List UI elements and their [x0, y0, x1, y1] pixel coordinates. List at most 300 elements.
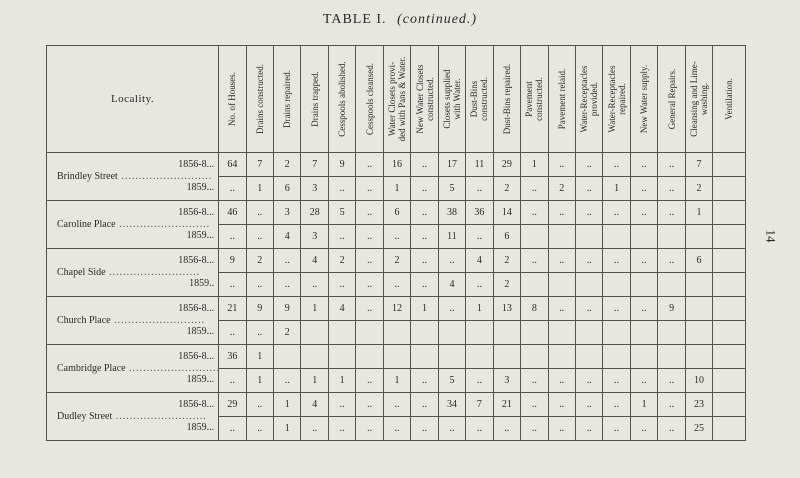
table-cell: 16 [383, 153, 410, 177]
column-header-label: Drains constructed. [254, 64, 265, 134]
table-cell: .. [411, 369, 438, 393]
table-cell: .. [466, 273, 493, 297]
table-cell: 1 [246, 369, 273, 393]
period-label: 1856-8... [178, 399, 215, 410]
table-cell: 1 [521, 153, 548, 177]
table-cell: 8 [521, 297, 548, 321]
table-cell: 1 [274, 417, 301, 441]
table-cell [685, 321, 712, 345]
table-cell: .. [630, 177, 657, 201]
table-cell: .. [356, 201, 383, 225]
dot-leader: .......................... [105, 267, 201, 278]
table-cell [713, 153, 746, 177]
table-cell [328, 345, 355, 369]
table-cell [685, 273, 712, 297]
period-label: 1859... [186, 182, 215, 193]
table-cell: .. [328, 225, 355, 249]
table-cell [713, 201, 746, 225]
table-cell: .. [603, 249, 630, 273]
column-header [658, 46, 685, 153]
table-cell: .. [356, 177, 383, 201]
table-cell: 2 [274, 321, 301, 345]
locality-name-text: Brindley Street [57, 171, 118, 182]
table-cell: .. [548, 153, 575, 177]
table-cell [713, 249, 746, 273]
table-body [47, 153, 746, 441]
table-cell: .. [383, 225, 410, 249]
table-cell: .. [246, 273, 273, 297]
table-cell [548, 345, 575, 369]
locality-name [57, 411, 207, 422]
column-header [576, 46, 603, 153]
table-cell: .. [466, 369, 493, 393]
column-header-label: Drains trapped. [309, 71, 320, 127]
table-cell: .. [328, 417, 355, 441]
dot-leader: .......................... [110, 315, 206, 326]
table-cell: .. [301, 417, 328, 441]
table-cell: 1 [301, 369, 328, 393]
table-cell: .. [658, 249, 685, 273]
table-cell: 6 [383, 201, 410, 225]
table-cell: 1 [411, 297, 438, 321]
table-cell: 4 [301, 249, 328, 273]
table-cell [603, 225, 630, 249]
table-cell: .. [630, 249, 657, 273]
table-cell [685, 345, 712, 369]
table-cell: 1 [246, 177, 273, 201]
table-cell: .. [246, 393, 273, 417]
table-cell: .. [246, 225, 273, 249]
table-cell: .. [630, 201, 657, 225]
table-cell: .. [548, 369, 575, 393]
table-cell: .. [383, 273, 410, 297]
table-cell [658, 345, 685, 369]
table-cell: .. [274, 249, 301, 273]
table-cell: 7 [466, 393, 493, 417]
table-cell: 3 [301, 177, 328, 201]
table-cell: .. [603, 369, 630, 393]
column-header-label: Cleansing and Lime- washing. [689, 61, 710, 137]
table-cell [576, 273, 603, 297]
table-cell: .. [521, 249, 548, 273]
table-cell: 2 [246, 249, 273, 273]
table-cell [603, 273, 630, 297]
table-cell: .. [356, 417, 383, 441]
table-row [47, 201, 746, 225]
locality-name-text: Church Place [57, 315, 111, 326]
table-cell [713, 225, 746, 249]
table-cell [713, 297, 746, 321]
table-cell: 64 [219, 153, 246, 177]
column-header-label: New Water supply. [639, 64, 650, 134]
table-cell: 6 [685, 249, 712, 273]
table-cell: 5 [438, 369, 465, 393]
locality-name-text: Dudley Street [57, 411, 113, 422]
period-label: 1856-8... [178, 159, 215, 170]
table-cell: .. [219, 225, 246, 249]
column-header [219, 46, 246, 153]
table-cell [521, 273, 548, 297]
table-cell: 9 [219, 249, 246, 273]
table-cell: .. [411, 153, 438, 177]
table-cell: 1 [328, 369, 355, 393]
table-cell: .. [658, 417, 685, 441]
table-cell: 7 [301, 153, 328, 177]
table-cell: .. [219, 273, 246, 297]
table-cell: .. [411, 393, 438, 417]
table-cell: 10 [685, 369, 712, 393]
table-cell: .. [603, 297, 630, 321]
table-cell: .. [466, 417, 493, 441]
table-cell [603, 321, 630, 345]
table-cell [630, 345, 657, 369]
table-cell [493, 321, 520, 345]
table-cell: 2 [548, 177, 575, 201]
table-cell [301, 321, 328, 345]
table-cell: .. [521, 369, 548, 393]
table-cell: .. [438, 297, 465, 321]
table-cell: 4 [466, 249, 493, 273]
table-cell: 1 [383, 177, 410, 201]
table-cell: 38 [438, 201, 465, 225]
table-cell: .. [411, 225, 438, 249]
column-header-label: Pavement constructed. [524, 77, 545, 121]
table-cell: 1 [603, 177, 630, 201]
table-cell: .. [630, 153, 657, 177]
table-cell: 21 [493, 393, 520, 417]
period-label: 1859.. [189, 278, 215, 289]
table-cell: .. [356, 369, 383, 393]
table-cell [383, 345, 410, 369]
table-cell: .. [576, 297, 603, 321]
table-cell: 1 [383, 369, 410, 393]
table-cell: 17 [438, 153, 465, 177]
column-header-label: Drains repaired. [282, 70, 293, 128]
table-cell: 6 [274, 177, 301, 201]
table-cell: 9 [658, 297, 685, 321]
table-row [47, 345, 746, 369]
table-cell: .. [356, 393, 383, 417]
table-cell: 11 [466, 153, 493, 177]
table-cell: 14 [493, 201, 520, 225]
table-cell: 6 [493, 225, 520, 249]
locality-cell [47, 153, 219, 201]
locality-name-text: Chapel Side [57, 267, 106, 278]
table-cell: .. [328, 273, 355, 297]
period-label: 1856-8... [178, 303, 215, 314]
table-title [0, 12, 800, 28]
table-cell: .. [274, 369, 301, 393]
table-cell [713, 417, 746, 441]
table-cell: 2 [274, 153, 301, 177]
table-cell: .. [658, 393, 685, 417]
table-cell [493, 345, 520, 369]
table-cell: 28 [301, 201, 328, 225]
table-cell: .. [576, 177, 603, 201]
column-header-label: Water Closets provi- ded with Pans & Water. [387, 56, 408, 142]
table-cell: .. [328, 393, 355, 417]
table-cell [466, 321, 493, 345]
table-cell: .. [246, 321, 273, 345]
table-cell: .. [603, 153, 630, 177]
table-cell: .. [576, 201, 603, 225]
table-cell [685, 225, 712, 249]
table-cell: .. [521, 177, 548, 201]
column-header [246, 46, 273, 153]
column-header [411, 46, 438, 153]
period-label: 1859... [186, 374, 215, 385]
column-header-label: Closets supplied with Water. [441, 69, 462, 129]
table-cell [630, 273, 657, 297]
table-cell [713, 369, 746, 393]
table-cell: 11 [438, 225, 465, 249]
table-cell: .. [356, 249, 383, 273]
table-cell: 36 [466, 201, 493, 225]
locality-name [57, 315, 205, 326]
table-cell [713, 321, 746, 345]
table-cell [438, 345, 465, 369]
table-cell: .. [521, 393, 548, 417]
table-cell: .. [603, 201, 630, 225]
table-cell: 2 [493, 273, 520, 297]
column-header [274, 46, 301, 153]
table-cell: .. [301, 273, 328, 297]
table-cell: 1 [685, 201, 712, 225]
column-header-label: Dust-Bins constructed. [469, 77, 490, 121]
table-cell: 34 [438, 393, 465, 417]
table-cell: .. [548, 393, 575, 417]
table-row [47, 297, 746, 321]
column-header [466, 46, 493, 153]
table-cell [658, 225, 685, 249]
table-cell: 4 [301, 393, 328, 417]
table-cell: .. [246, 201, 273, 225]
column-header-label: Ventilation. [724, 78, 735, 120]
table-cell: 7 [246, 153, 273, 177]
table-cell: 2 [493, 249, 520, 273]
table-cell [713, 345, 746, 369]
table-cell: .. [576, 153, 603, 177]
table-cell: .. [356, 153, 383, 177]
table-cell: 5 [438, 177, 465, 201]
column-header [685, 46, 712, 153]
locality-header: Locality. [47, 46, 219, 153]
table-cell: 29 [219, 393, 246, 417]
table-cell: 29 [493, 153, 520, 177]
table-cell: .. [548, 249, 575, 273]
table-cell: .. [603, 417, 630, 441]
dot-leader: .......................... [115, 219, 211, 230]
table-cell: .. [246, 417, 273, 441]
table-cell [274, 345, 301, 369]
table-row [47, 393, 746, 417]
table-cell: .. [576, 417, 603, 441]
column-header-label: Cesspools cleansed. [364, 63, 375, 135]
column-header [328, 46, 355, 153]
period-label: 1856-8... [178, 255, 215, 266]
column-header-label: Cesspools abolished. [337, 61, 348, 137]
table-cell: 46 [219, 201, 246, 225]
period-label: 1856-8... [178, 207, 215, 218]
table-cell: 3 [274, 201, 301, 225]
table-cell: .. [356, 225, 383, 249]
table-cell: .. [630, 417, 657, 441]
table-cell: .. [466, 225, 493, 249]
table-cell [411, 321, 438, 345]
table-cell [356, 345, 383, 369]
column-header-label: No. of Houses. [227, 72, 238, 126]
table-cell: .. [274, 273, 301, 297]
table-cell: .. [219, 321, 246, 345]
locality-cell [47, 297, 219, 345]
table-cell: .. [521, 201, 548, 225]
period-label: 1856-8... [178, 351, 215, 362]
table-cell: 2 [685, 177, 712, 201]
table-cell: .. [466, 177, 493, 201]
table-cell: 4 [328, 297, 355, 321]
table-cell: 1 [274, 393, 301, 417]
table-cell: .. [576, 369, 603, 393]
table-cell: .. [383, 393, 410, 417]
table-cell: .. [658, 153, 685, 177]
column-header [630, 46, 657, 153]
table-cell: 3 [301, 225, 328, 249]
locality-name-text: Caroline Place [57, 219, 116, 230]
table-cell: .. [630, 369, 657, 393]
table-cell [466, 345, 493, 369]
column-header-label: Pavement relaid. [556, 68, 567, 130]
table-cell: 4 [438, 273, 465, 297]
page-number: 14 [763, 229, 779, 243]
table-cell [630, 225, 657, 249]
locality-cell [47, 393, 219, 441]
column-header-label: Dust-Bins repaired. [501, 63, 512, 135]
table-cell: .. [576, 393, 603, 417]
period-label: 1859... [186, 230, 215, 241]
table-cell: .. [411, 201, 438, 225]
table-cell [603, 345, 630, 369]
locality-name [57, 171, 212, 182]
table-cell [713, 273, 746, 297]
table-cell: .. [603, 393, 630, 417]
table-cell [713, 393, 746, 417]
table-cell: .. [411, 417, 438, 441]
column-header [356, 46, 383, 153]
table-cell [521, 225, 548, 249]
table-cell: 9 [246, 297, 273, 321]
table-cell [301, 345, 328, 369]
table-row [47, 249, 746, 273]
table-cell [576, 345, 603, 369]
table-cell [548, 225, 575, 249]
dot-leader: .......................... [112, 411, 207, 422]
table-cell [658, 321, 685, 345]
table-cell: 1 [466, 297, 493, 321]
period-label: 1859... [186, 326, 215, 337]
table-cell [713, 177, 746, 201]
locality-cell [47, 345, 219, 393]
table-cell: .. [548, 417, 575, 441]
column-header [438, 46, 465, 153]
column-header [603, 46, 630, 153]
table-cell: .. [383, 417, 410, 441]
column-header [493, 46, 520, 153]
table-cell [685, 297, 712, 321]
dot-leader: .......................... [125, 363, 221, 374]
sanitary-works-table [46, 45, 746, 441]
locality-cell [47, 249, 219, 297]
table-cell: .. [658, 369, 685, 393]
table-cell: .. [411, 273, 438, 297]
column-header [301, 46, 328, 153]
table-cell [576, 321, 603, 345]
table-cell: 21 [219, 297, 246, 321]
table-cell: 2 [383, 249, 410, 273]
column-header-label: New Water Closets constructed. [414, 64, 435, 134]
column-header-label: General Repairs. [666, 68, 677, 130]
dot-leader: .......................... [117, 171, 213, 182]
table-cell: 25 [685, 417, 712, 441]
table-cell: 9 [328, 153, 355, 177]
table-cell [548, 273, 575, 297]
table-cell: .. [576, 249, 603, 273]
table-cell [548, 321, 575, 345]
table-cell: 1 [246, 345, 273, 369]
table-cell: .. [548, 297, 575, 321]
table-cell: .. [219, 369, 246, 393]
table-cell: 9 [274, 297, 301, 321]
table-cell: .. [493, 417, 520, 441]
table-title-text: TABLE I. [322, 12, 387, 27]
table-cell: .. [630, 297, 657, 321]
table-cell [356, 321, 383, 345]
table-cell: 23 [685, 393, 712, 417]
table-cell: 36 [219, 345, 246, 369]
table-cell: 13 [493, 297, 520, 321]
locality-name [57, 363, 220, 374]
table-cell [521, 345, 548, 369]
table-cell: .. [658, 177, 685, 201]
table-cell: .. [438, 417, 465, 441]
table-cell: .. [658, 201, 685, 225]
table-cell: .. [438, 249, 465, 273]
table-cell [383, 321, 410, 345]
locality-cell [47, 201, 219, 249]
table-cell: 3 [493, 369, 520, 393]
column-header [383, 46, 410, 153]
table-cell: 7 [685, 153, 712, 177]
table-cell: 1 [630, 393, 657, 417]
table-cell [411, 345, 438, 369]
table-cell [328, 321, 355, 345]
column-header-label: Water-Receptacles repaired. [606, 65, 627, 133]
table-cell: .. [356, 297, 383, 321]
column-header [521, 46, 548, 153]
column-header-label: Water-Receptacles provided. [579, 65, 600, 133]
table-cell [630, 321, 657, 345]
column-header [713, 46, 746, 153]
table-cell: .. [411, 249, 438, 273]
table-cell: 12 [383, 297, 410, 321]
period-label: 1859... [186, 422, 215, 433]
table-cell [438, 321, 465, 345]
column-header [548, 46, 575, 153]
table-cell: .. [219, 417, 246, 441]
table-cell: .. [521, 417, 548, 441]
table-row [47, 153, 746, 177]
table-cell [658, 273, 685, 297]
locality-name [57, 267, 200, 278]
